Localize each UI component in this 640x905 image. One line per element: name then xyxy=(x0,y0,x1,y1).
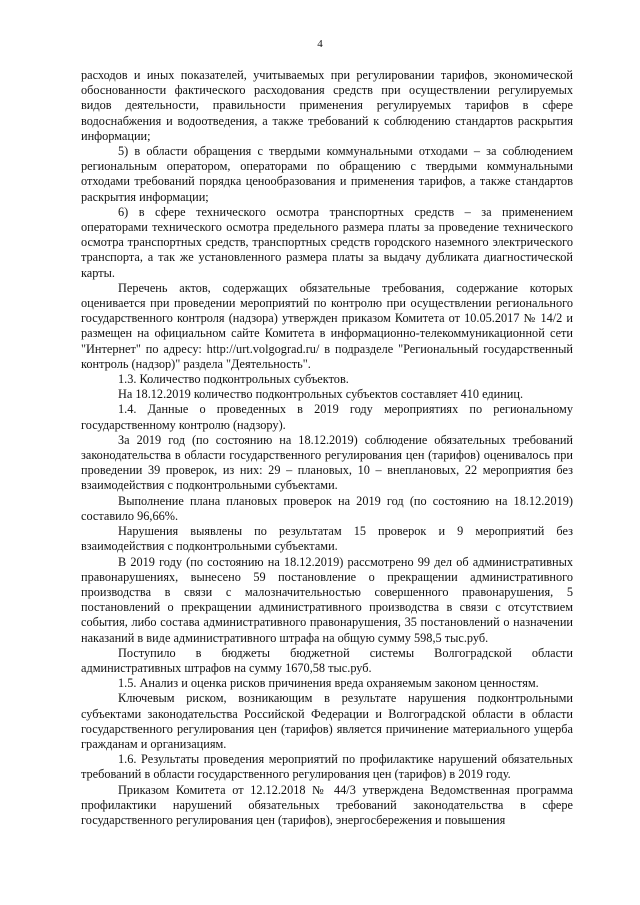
paragraph: За 2019 год (по состоянию на 18.12.2019) соблюдение обязательных требований законодательства в области государственного регулирования цен (тарифов) оценивалось при проведении 39 проверок, из них: 29 – плановых, 10 – внеплановых, 22 мероприятия без взаимодействия с подконтрольными субъектами. xyxy=(81,432,573,493)
paragraph: 1.6. Результаты проведения мероприятий по профилактике нарушений обязательных требований в области государственного регулирования цен (тарифов) в 2019 году. xyxy=(81,752,573,782)
paragraph: 1.4. Данные о проведенных в 2019 году мероприятиях по региональному государственному контролю (надзору). xyxy=(81,402,573,432)
paragraph: 6) в сфере технического осмотра транспортных средств – за применением операторами технического осмотра предельного размера платы за проведение технического осмотра транспортных средств, транспортных средств городского наземного электрического транспорта, а так же установленного размера платы за выдачу дубликата диагностической карты. xyxy=(81,204,573,280)
paragraph: Ключевым риском, возникающим в результате нарушения подконтрольными субъектами законодательства Российской Федерации и Волгоградской области в области государственного регулирования цен (тарифов) является причинение материального ущерба гражданам и организациям. xyxy=(81,691,573,751)
paragraph: Выполнение плана плановых проверок на 2019 год (по состоянию на 18.12.2019) составило 96,66%. xyxy=(81,493,573,523)
paragraph: На 18.12.2019 количество подконтрольных субъектов составляет 410 единиц. xyxy=(118,387,524,402)
paragraph: В 2019 году (по состоянию на 18.12.2019) рассмотрено 99 дел об административных правонарушениях, вынесено 59 постановление о прекращении административного производства в связи с малозначительностью совершенного правонарушения, 5 постановлений о прекращении административного производства в связи с отсутствием события, либо состава административного правонарушения, 35 постановлений о назначении наказаний в виде административного штрафа на общую сумму 598,5 тыс.руб. xyxy=(81,554,573,645)
document-body xyxy=(81,68,573,828)
paragraph: 5) в области обращения с твердыми коммунальными отходами – за соблюдением региональным оператором, операторами по обращению с твердыми коммунальными отходами требований порядка ценообразования и применения тарифов, а также стандартов раскрытия информации; xyxy=(81,144,573,204)
paragraph: 1.3. Количество подконтрольных субъектов. xyxy=(118,372,349,387)
paragraph: Приказом Комитета от 12.12.2018 № 44/3 утверждена Ведомственная программа профилактики нарушений обязательных требований законодательства в сфере государственного регулирования цен (тарифов), энергосбережения и повышения xyxy=(81,782,573,827)
page-number: 4 xyxy=(317,38,323,50)
paragraph: Перечень актов, содержащих обязательные требования, содержание которых оценивается при проведении мероприятий по контролю при осуществлении регионального государственного контроля (надзора) утвержден приказом Комитета от 10.05.2017 № 14/2 и размещен на официальном сайте Комитета в информационно-телекоммуникационной сети "Интернет" по адресу: http://urt.volgograd.ru/ в подразделе "Региональный государственный контроль (надзор)" раздела "Деятельность". xyxy=(81,280,573,371)
paragraph: Нарушения выявлены по результатам 15 проверок и 9 мероприятий без взаимодействия с подконтрольными субъектами. xyxy=(81,524,573,554)
paragraph: Поступило в бюджеты бюджетной системы Волгоградской области административных штрафов на сумму 1670,58 тыс.руб. xyxy=(81,645,573,675)
paragraph: 1.5. Анализ и оценка рисков причинения вреда охраняемым законом ценностям. xyxy=(118,676,539,691)
paragraph: расходов и иных показателей, учитываемых при регулировании тарифов, экономической обоснованности фактического расходования средств при осуществлении регулируемых видов деятельности, правильности применения регулируемых тарифов в сфере водоснабжения и водоотведения, а также требований к соблюдению стандартов раскрытия информации; xyxy=(81,68,573,143)
